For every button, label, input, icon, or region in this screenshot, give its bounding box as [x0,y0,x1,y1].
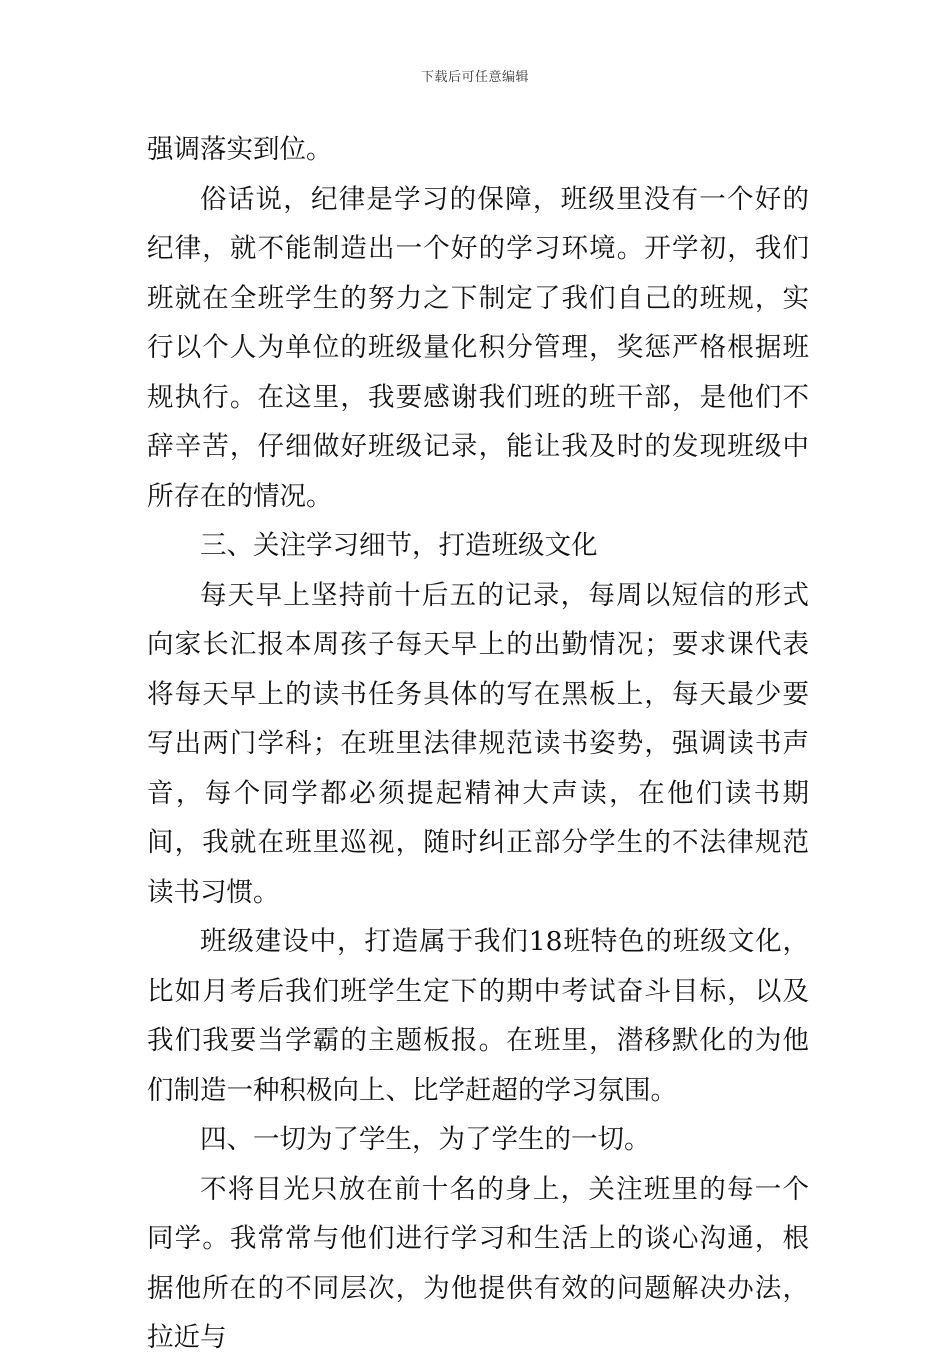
paragraph-5: 班级建设中，打造属于我们18班特色的班级文化，比如月考后我们班学生定下的期中考试奋斗目标，以及我们我要当学霸的主题板报。在班里，潜移默化的为他们制造一种积极向上、比学赶超的学习氛围。 [147,926,809,1106]
page-header: 下载后可任意编辑 [420,70,529,85]
paragraph-1: 强调落实到位。 [147,134,333,165]
paragraph-2: 俗话说，纪律是学习的保障，班级里没有一个好的纪律，就不能制造出一个好的学习环境。开学初，我们班就在全班学生的努力之下制定了我们自己的班规，实行以个人为单位的班级量化积分管理，奖惩严格根据班规执行。在这里，我要感谢我们班的班干部，是他们不辞辛苦，仔细做好班级记录，能让我及时的发现班级中所存在的情况。 [147,183,809,512]
section-heading-3: 三、关注学习细节，打造班级文化 [200,530,598,561]
paragraph-7: 不将目光只放在前十名的身上，关注班里的每一个同学。我常常与他们进行学习和生活上的谈心沟通，根据他所在的不同层次，为他提供有效的问题解决办法，拉近与 [147,1173,809,1353]
paragraph-4: 每天早上坚持前十后五的记录，每周以短信的形式向家长汇报本周孩子每天早上的出勤情况；要求课代表将每天早上的读书任务具体的写在黑板上，每天最少要写出两门学科；在班里法律规范读书姿势，强调读书声音，每个同学都必须提起精神大声读，在他们读书期间，我就在班里巡视，随时纠正部分学生的不法律规范读书习惯。 [147,579,809,908]
document-body [147,125,809,1363]
section-heading-4: 四、一切为了学生，为了学生的一切。 [200,1124,651,1155]
